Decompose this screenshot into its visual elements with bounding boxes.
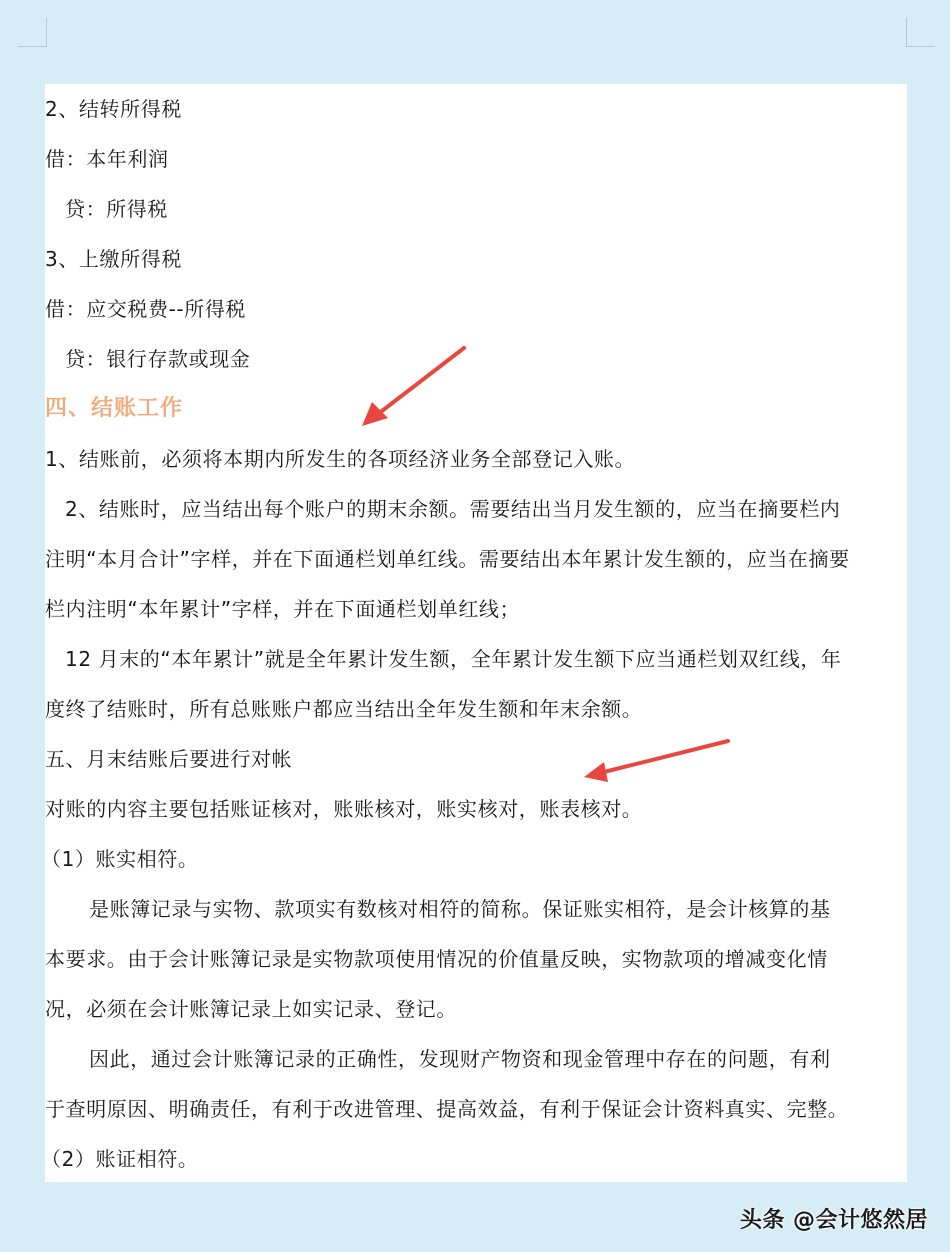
text-line: 栏内注明“本年累计”字样，并在下面通栏划单红线； <box>45 597 521 621</box>
text-line: 借：本年利润 <box>45 147 169 171</box>
annotation-arrow-1 <box>362 348 464 426</box>
text-line: 本要求。由于会计账簿记录是实物款项使用情况的价值量反映，实物款项的增减变化情 <box>45 947 828 971</box>
text-line: 度终了结账时，所有总账账户都应当结出全年发生额和年末余额。 <box>45 697 643 721</box>
subsection-heading: 五、月末结账后要进行对帐 <box>45 747 293 771</box>
text-line: 1、结账前，必须将本期内所发生的各项经济业务全部登记入账。 <box>45 447 636 471</box>
text-line: 2、结转所得税 <box>45 97 182 121</box>
annotation-arrow-2 <box>584 741 728 782</box>
section-heading: 四、结账工作 <box>45 396 184 421</box>
text-line: 于查明原因、明确责任，有利于改进管理、提高效益，有利于保证会计资料真实、完整。 <box>45 1097 849 1121</box>
text-line: 贷：银行存款或现金 <box>65 347 251 371</box>
text-line: （2）账证相符。 <box>41 1147 199 1171</box>
text-line: 况，必须在会计账簿记录上如实记录、登记。 <box>45 997 457 1021</box>
text-line: 对账的内容主要包括账证核对，账账核对，账实核对，账表核对。 <box>45 797 643 821</box>
text-line: 12 月末的“本年累计”就是全年累计发生额，全年累计发生额下应当通栏划双红线，年 <box>65 647 842 671</box>
text-line: 借：应交税费--所得税 <box>45 297 247 321</box>
text-line: 2、结账时，应当结出每个账户的期末余额。需要结出当月发生额的，应当在摘要栏内 <box>65 497 841 521</box>
text-line: 因此，通过会计账簿记录的正确性，发现财产物资和现金管理中存在的问题，有利 <box>89 1047 831 1071</box>
watermark: 头条 @会计悠然居 <box>739 1208 928 1233</box>
text-line: 是账簿记录与实物、款项实有数核对相符的简称。保证账实相符，是会计核算的基 <box>89 897 831 921</box>
text-line: 3、上缴所得税 <box>45 247 182 271</box>
text-line: 贷：所得税 <box>65 197 168 221</box>
text-line: （1）账实相符。 <box>41 847 199 871</box>
text-line: 注明“本月合计”字样，并在下面通栏划单红线。需要结出本年累计发生额的，应当在摘要 <box>45 547 850 571</box>
